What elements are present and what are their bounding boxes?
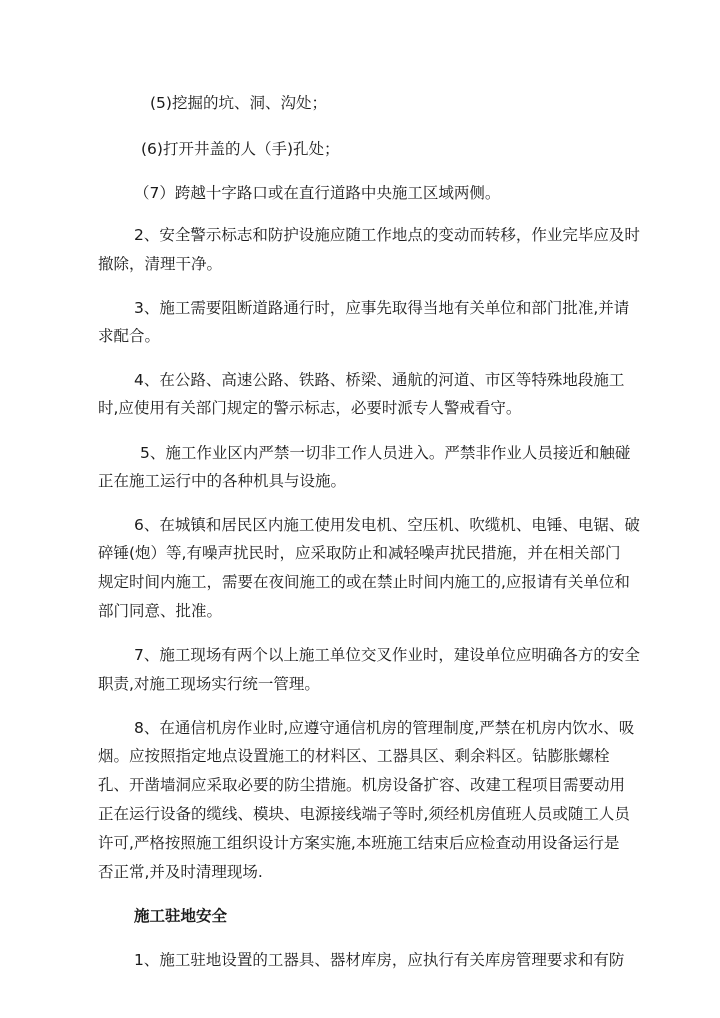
- paragraph-3-line-1: 3、施工需要阻断道路通行时，应事先取得当地有关单位和部门批准,并请: [134, 299, 630, 317]
- paragraph-7-line-2: 职责,对施工现场实行统一管理。: [98, 675, 320, 693]
- paragraph-2-line-1: 2、安全警示标志和防护设施应随工作地点的变动而转移，作业完毕应及时: [134, 226, 640, 244]
- paragraph-6-line-1: 6、在城镇和居民区内施工使用发电机、空压机、吹缆机、电锤、电锯、破: [134, 516, 640, 534]
- paragraph-5-line-1: 5、施工作业区内严禁一切非工作人员进入。严禁非作业人员接近和触碰: [140, 444, 631, 462]
- paragraph-2-line-2: 撤除，清理干净。: [98, 255, 223, 273]
- paragraph-7-line-1: 7、施工现场有两个以上施工单位交叉作业时，建设单位应明确各方的安全: [134, 646, 640, 664]
- paragraph-4-line-1: 4、在公路、高速公路、铁路、桥梁、通航的河道、市区等特殊地段施工: [134, 371, 625, 389]
- paragraph-6-line-2: 碎锤(炮）等,有噪声扰民时，应采取防止和减轻噪声扰民措施，并在相关部门: [98, 544, 621, 562]
- paragraph-8-line-1: 8、在通信机房作业时,应遵守通信机房的管理制度,严禁在机房内饮水、吸: [134, 719, 635, 737]
- paragraph-8-line-2: 烟。应按照指定地点设置施工的材料区、工器具区、剩余料区。钻膨胀螺栓: [98, 747, 610, 765]
- paragraph-3-line-2: 求配合。: [98, 327, 161, 345]
- paragraph-8-line-6: 否正常,并及时清理现场.: [98, 863, 263, 881]
- paragraph-5-line-2: 正在施工运行中的各种机具与设施。: [98, 472, 347, 490]
- paragraph-8-line-5: 许可,严格按照施工组织设计方案实施,本班施工结束后应检查动用设备运行是: [98, 834, 620, 852]
- paragraph-8-line-4: 正在运行设备的缆线、模块、电源接线端子等时,须经机房值班人员或随工人员: [98, 805, 630, 823]
- paragraph-8-line-3: 孔、开凿墙洞应采取必要的防尘措施。机房设备扩容、改建工程项目需要动用: [98, 776, 626, 794]
- list-item-6: (6)打开井盖的人（手)孔处；: [141, 140, 340, 158]
- list-item-7: （7）跨越十字路口或在直行道路中央施工区域两侧。: [134, 184, 501, 202]
- paragraph-4-line-2: 时,应使用有关部门规定的警示标志，必要时派专人警戒看守。: [98, 399, 522, 417]
- section-heading: 施工驻地安全: [134, 907, 228, 925]
- paragraph-6-line-4: 部门同意、批准。: [98, 602, 223, 620]
- paragraph-6-line-3: 规定时间内施工，需要在夜间施工的或在禁止时间内施工的,应报请有关单位和: [98, 573, 630, 591]
- paragraph-9-line-1: 1、施工驻地设置的工器具、器材库房，应执行有关库房管理要求和有防: [134, 951, 625, 969]
- list-item-5: (5)挖掘的坑、洞、沟处；: [150, 94, 327, 112]
